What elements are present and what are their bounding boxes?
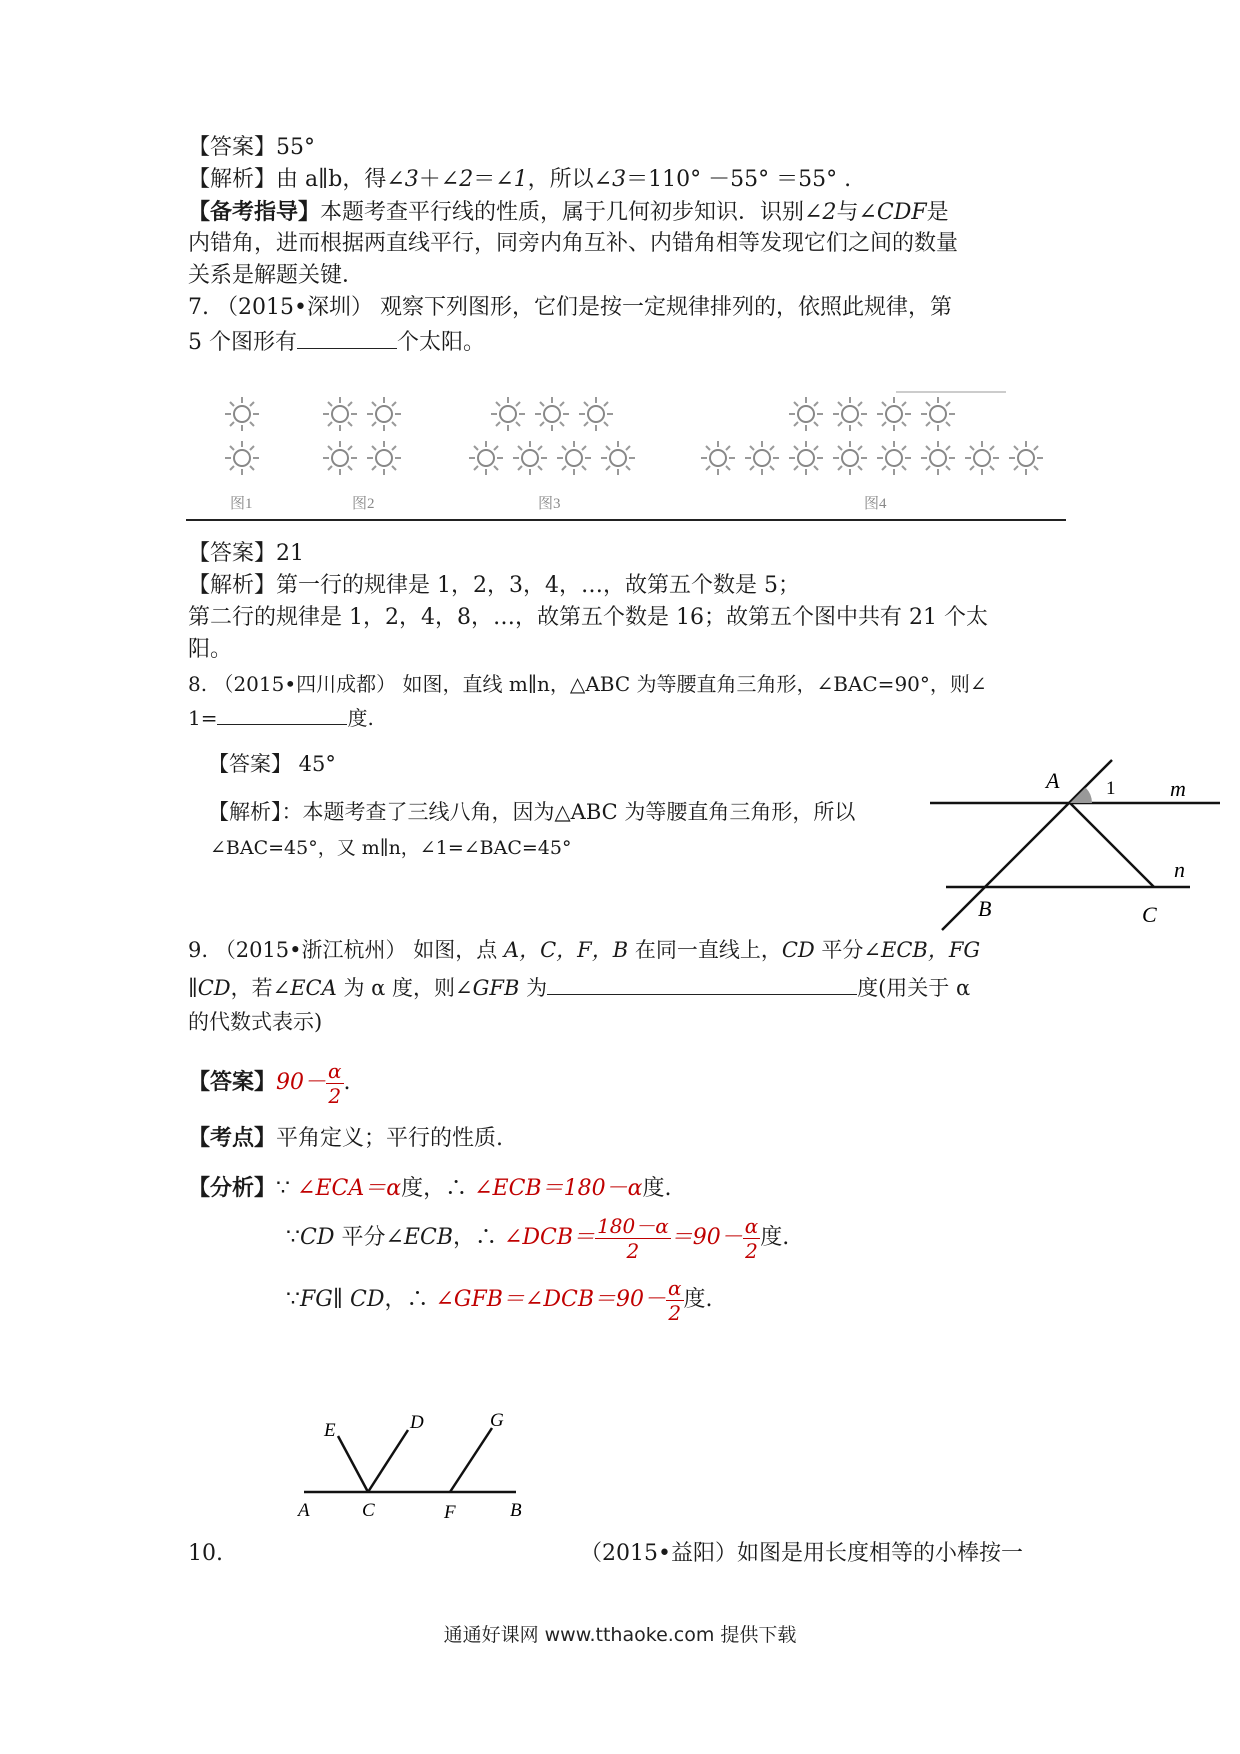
fig-label-4: 图4 <box>864 496 887 512</box>
answer-blank <box>297 324 397 349</box>
answer-6: 【答案】55° <box>188 135 315 160</box>
label-B: B <box>510 1500 522 1521</box>
label-A: A <box>298 1500 310 1521</box>
fig-label-1: 图1 <box>230 496 253 512</box>
fraction-alpha-over-2: $\frac{\alpha}{2}$ <box>667 1275 682 1325</box>
answer-7: 【答案】21 <box>188 541 304 566</box>
label-A: A <box>1046 768 1060 793</box>
question-9: 9. （2015•浙江杭州） 如图，点 A，C，F，B 在同一直线上，CD 平分∠ECB，FG <box>188 938 981 962</box>
answer-blank <box>217 700 347 725</box>
guide-6-cont: 内错角，进而根据两直线平行，同旁内角互补、内错角相等发现它们之间的数量 <box>188 231 959 256</box>
analysis-8-line2: ∠BAC=45°，又 m∥n，∠1=∠BAC=45° <box>210 837 572 859</box>
answer-8: 【答案】 45° <box>208 752 336 776</box>
label-F: F <box>444 1502 456 1523</box>
label-G: G <box>490 1410 504 1431</box>
answer-blank <box>547 970 857 995</box>
analysis-7-line1: 【解析】第一行的规律是 1，2，3，4，…，故第五个数是 5； <box>188 573 800 598</box>
question-8-blank-line: 1= 度. <box>188 700 374 734</box>
label-C: C <box>362 1500 375 1521</box>
fraction-180-minus-alpha: $\frac{180-\alpha}{2}$ <box>597 1213 669 1263</box>
analysis-7-line3: 阳。 <box>188 637 233 662</box>
fig-label-2: 图2 <box>352 496 375 512</box>
analysis-6: 【解析】由 a∥b，得∠3＋∠2＝∠1，所以∠3＝110° －55° ＝55° . <box>188 167 852 192</box>
page-footer: 通通好课网 www.tthaoke.com 提供下载 <box>443 1624 797 1646</box>
keypoint-9: 【考点】平角定义；平行的性质. <box>188 1125 504 1151</box>
label-1: 1 <box>1106 778 1116 799</box>
question-9-line2: ∥CD，若∠ECA 为 α 度，则∠GFB 为 度(用关于 α <box>188 970 970 1004</box>
guide-6-end: 关系是解题关键． <box>188 263 365 288</box>
label-B: B <box>978 896 992 921</box>
question-10-number: 10. <box>188 1541 223 1566</box>
label-m: m <box>1170 776 1186 801</box>
fraction-alpha-over-2: $\frac{\alpha}{2}$ <box>744 1213 759 1263</box>
analysis-8-line1: 【解析】：本题考查了三线八角，因为△ABC 为等腰直角三角形，所以 <box>208 800 856 824</box>
question-10: （2015•益阳）如图是用长度相等的小棒按一 <box>580 1541 1023 1566</box>
label-C: C <box>1142 902 1157 927</box>
sun-pattern-figure <box>186 380 1066 530</box>
label-E: E <box>324 1420 336 1441</box>
analysis-9-line2: ∵CD 平分∠ECB，∴ ∠DCB＝ $\frac{180-\alpha}{2}$ ＝90－ $\frac{\alpha}{2}$ 度. <box>286 1213 790 1263</box>
question-7-blank-line: 5 个图形有 个太阳。 <box>188 324 485 359</box>
angle-bisector-figure <box>290 1404 550 1524</box>
analysis-7-line2: 第二行的规律是 1，2，4，8，…，故第五个数是 16；故第五个图中共有 21 个太 <box>188 605 988 630</box>
triangle-parallel-figure <box>930 750 1230 940</box>
guide-6: 【备考指导】本题考查平行线的性质，属于几何初步知识．识别∠2与∠CDF是 <box>188 199 949 225</box>
question-9-line3: 的代数式表示) <box>188 1010 323 1034</box>
label-n: n <box>1174 857 1185 882</box>
analysis-9-line1: 【分析】∵ ∠ECA＝α度，∴ ∠ECB＝180－α度. <box>188 1175 672 1201</box>
question-8: 8. （2015•四川成都） 如图，直线 m∥n，△ABC 为等腰直角三角形，∠BAC=90°，则∠ <box>188 672 987 696</box>
question-7: 7. （2015•深圳） 观察下列图形，它们是按一定规律排列的，依照此规律，第 <box>188 295 952 320</box>
label-D: D <box>410 1412 424 1433</box>
fig-label-3: 图3 <box>538 496 561 512</box>
analysis-9-line3: ∵FG∥ CD，∴ ∠GFB＝∠DCB＝90－ $\frac{\alpha}{2}$ 度. <box>286 1275 713 1325</box>
fraction-alpha-over-2: $\frac{\alpha}{2}$ <box>328 1058 342 1108</box>
answer-9: 【答案】90－ $\frac{\alpha}{2}$ . <box>188 1058 351 1108</box>
